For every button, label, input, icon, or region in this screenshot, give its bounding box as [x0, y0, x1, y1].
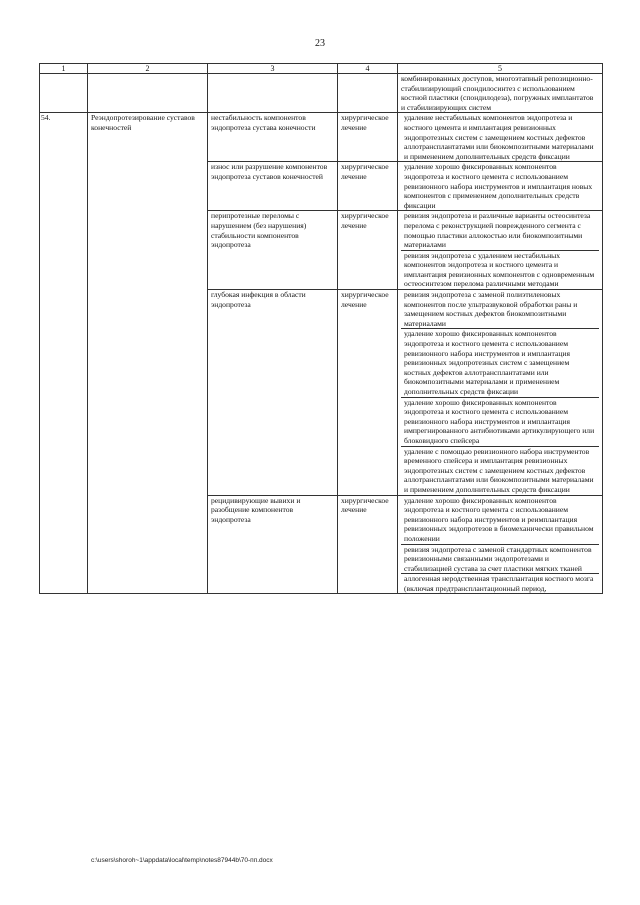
method-item: удаление хорошо фиксированных компонентов эндопротеза и костного цемента с использованием ревизионного набора инструментов и реимплантация ревизионных эндопротезов в биомеханически правильном положении: [404, 495, 594, 543]
method-item: ревизия эндопротеза с удалением нестабильных компонентов эндопротеза и костного цемента и имплантация ревизионных компонентов с одновременным остеосинтезом перелома различными методами: [401, 250, 599, 289]
condition-cell: рецидивирующие вывихи и разобщение компонентов эндопротеза: [208, 495, 338, 594]
methods-cell: [398, 113, 603, 162]
condition-cell: нестабильность компонентов эндопротеза сустава конечности: [208, 113, 338, 162]
methods-cell: [398, 290, 603, 495]
method-item: аллогенная неродственная трансплантация костного мозга (включая предтрансплантационный период,: [401, 573, 599, 593]
method-item: удаление с помощью ревизионного набора инструментов временного спейсера и имплантация ревизионных эндопротезных систем с замещением костных дефектов аллотрансплантатами или биокомпозитными материалами и применением дополнительных средств фиксации: [401, 446, 599, 495]
procedures-table: [39, 63, 603, 594]
method-item: ревизия эндопротеза с заменой стандартных компонентов ревизионными связанными эндопротезами и стабилизацией сустава за счет пластики мягких тканей: [401, 544, 599, 574]
methods-cell: [398, 211, 603, 290]
methods-cell: [398, 162, 603, 211]
continued-row: [40, 74, 603, 113]
method-item: удаление нестабильных компонентов эндопротеза и костного цемента и имплантация ревизионных эндопротезных систем с замещением костных дефектов аллотрансплантатами или биокомпозитными материалами и применением дополнительных средств фиксации: [404, 113, 594, 161]
method-item: удаление хорошо фиксированных компонентов эндопротеза и костного цемента с использованием ревизионного набора инструментов и имплантация новых компонентов с применением дополнительных средств фиксации: [404, 162, 593, 210]
treatment-cell: хирургическое лечение: [338, 290, 398, 495]
method-item: ревизия эндопротеза с заменой полиэтиленовых компонентов после ультразвуковой обработки раны и замещением костных дефектов биокомпозитными материалами: [404, 290, 578, 328]
method-item: удаление хорошо фиксированных компонентов эндопротеза и костного цемента с использованием ревизионного набора инструментов и имплантация ревизионных эндопротезных систем с замещением костных дефектов аллотрансплантатами или биокомпозитными материалами и применением дополнительных средств фиксации: [401, 328, 599, 396]
table-header-row: [40, 64, 603, 74]
condition-cell: глубокая инфекция в области эндопротеза: [208, 290, 338, 495]
method-item: ревизия эндопротеза и различные варианты остеосинтеза перелома с реконструкцией поврежденного сегмента с помощью пластики аллокостью или биокомпозитными материалами: [404, 211, 591, 250]
header-cell-3: 3: [208, 64, 338, 74]
continued-method-text: комбинированных доступов, многоэтапный репозиционно-стабилизирующий спондилосинтез с использованием костной пластики (спондилодеза), погружных имплантатов и стабилизирующих систем: [398, 74, 603, 113]
condition-cell: износ или разрушение компонентов эндопротеза суставов конечностей: [208, 162, 338, 211]
page-number: 23: [315, 38, 325, 49]
methods-cell: [398, 495, 603, 594]
entry-number: 54.: [40, 113, 88, 594]
treatment-cell: хирургическое лечение: [338, 113, 398, 162]
method-item: удаление хорошо фиксированных компонентов эндопротеза и костного цемента с использованием ревизионного набора инструментов и имплантация импрегнированного антибиотиками артикулирующего или блоковидного спейсера: [401, 397, 599, 446]
table-row: [40, 113, 603, 162]
header-cell-5: 5: [398, 64, 603, 74]
header-cell-2: 2: [88, 64, 208, 74]
treatment-cell: хирургическое лечение: [338, 495, 398, 594]
condition-cell: перипротезные переломы с нарушением (без нарушения) стабильности компонентов эндопротеза: [208, 211, 338, 290]
header-cell-4: 4: [338, 64, 398, 74]
footer-file-path: c:\users\shoroh~1\appdata\local\temp\notes87944b\70-пп.docx: [91, 857, 273, 864]
entry-name: Реэндопротезирование суставов конечностей: [88, 113, 208, 594]
treatment-cell: хирургическое лечение: [338, 162, 398, 211]
header-cell-1: 1: [40, 64, 88, 74]
treatment-cell: хирургическое лечение: [338, 211, 398, 290]
